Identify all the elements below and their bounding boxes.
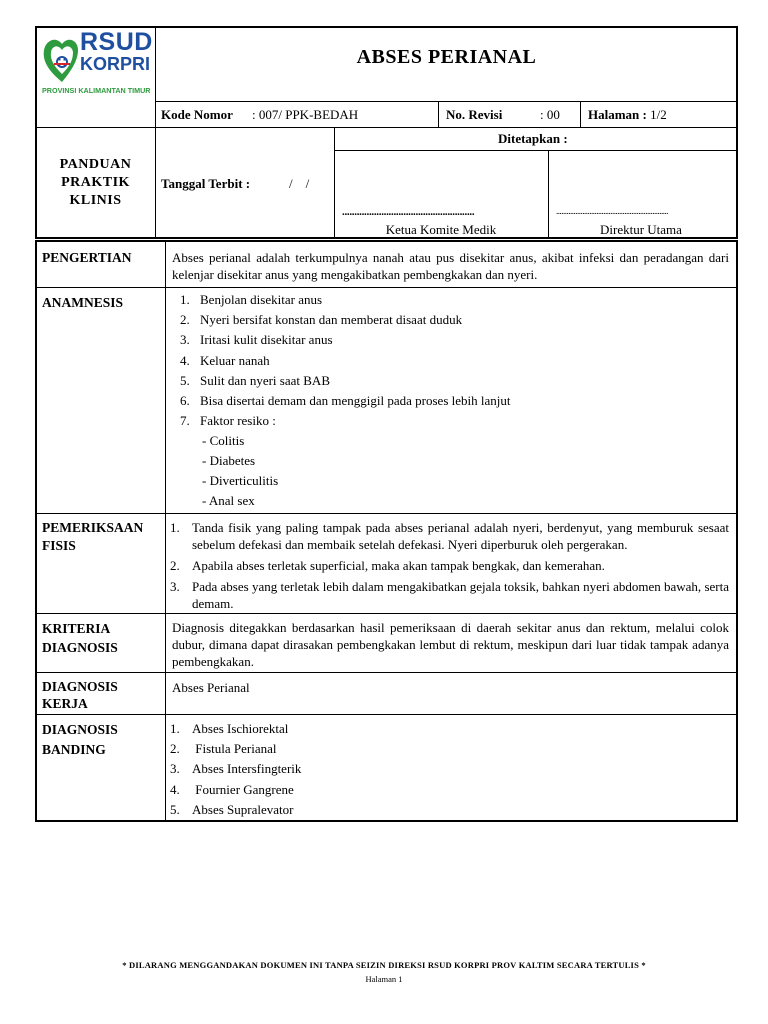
header-divider: [548, 150, 549, 238]
document-type-line: PANDUAN: [59, 157, 132, 172]
kode-nomor-value: : 007/ PPK-BEDAH: [252, 107, 359, 122]
list-item: 3. Pada abses yang terletak lebih dalam mengakibatkan gejala toksik, bahkan nyeri abdomen bawah, serta demam.: [170, 579, 729, 611]
kode-nomor-label: Kode Nomor: [161, 107, 233, 122]
list-item: 4. Fournier Gangrene: [170, 781, 294, 797]
diagnosis-banding-list: [168, 719, 729, 820]
pemeriksaan-list: [168, 519, 729, 612]
halaman-field: [588, 107, 667, 123]
section-text-pengertian: Abses perianal adalah terkumpulnya nanah atau pus disekitar anus, akibat infeksi dan peradangan dari kelenjar disekitar anus yang mengakibatkan pembengkakan dan nyeri.: [172, 250, 729, 282]
risk-factor-item: - Colitis: [202, 433, 245, 449]
logo-line2: KORPRI: [80, 54, 151, 74]
risk-factor-item: - Diabetes: [202, 453, 256, 469]
risk-factor-item: - Anal sex: [202, 493, 255, 509]
halaman-value: 1/2: [650, 107, 667, 122]
footer-page-number: Halaman 1: [365, 974, 403, 984]
header-divider: [155, 101, 737, 102]
content-divider: [36, 714, 737, 715]
section-text-diagnosis-kerja: Abses Perianal: [172, 680, 250, 695]
list-item: 5. Abses Supralevator: [170, 801, 294, 817]
header-divider: [334, 150, 737, 151]
content-divider: [36, 513, 737, 514]
signature-line-direktur: ................................................................: [556, 206, 668, 216]
ditetapkan-label: Ditetapkan :: [498, 131, 568, 146]
content-divider: [36, 672, 737, 673]
list-item: 2. Fistula Perianal: [170, 741, 277, 757]
section-label-diagnosis-kerja: DIAGNOSIS KERJA: [42, 679, 118, 711]
list-item: 5. Sulit dan nyeri saat BAB: [180, 372, 330, 388]
document-type-line: PRAKTIK: [61, 175, 130, 190]
logo-line1: RSUD: [80, 28, 153, 56]
section-label-diagnosis-banding: DIAGNOSIS BANDING: [42, 722, 118, 757]
signer-ketua-komite: Ketua Komite Medik: [385, 222, 497, 237]
hospital-logo: [40, 30, 152, 98]
risk-factor-item: - Diverticulitis: [202, 473, 279, 489]
section-label-kriteria: KRITERIA DIAGNOSIS: [42, 621, 118, 655]
tanggal-terbit-value: / /: [289, 176, 310, 191]
risk-factor-list: [172, 431, 729, 511]
document-type: [36, 156, 155, 210]
list-item: 2. Nyeri bersifat konstan dan memberat disaat duduk: [180, 312, 463, 328]
list-item: 3. Abses Intersfingterik: [170, 761, 302, 777]
list-item: 7. Faktor resiko :: [180, 413, 276, 429]
tanggal-terbit-label: Tanggal Terbit :: [161, 176, 251, 191]
list-item: 1. Tanda fisik yang paling tampak pada abses perianal adalah nyeri, berdenyut, yang memburuk sesaat sebelum defekasi dan membaik setelah defekasi. Nyeri diperburuk oleh pergerakan.: [170, 520, 729, 552]
content-divider: [36, 287, 737, 288]
section-text-kriteria: Diagnosis ditegakkan berdasarkan hasil pemeriksaan di daerah sekitar anus dan rektum, melalui colok dubur, dimana dapat dirasakan pembengkakan lembut di rektum, meskipun dari luar tidak tampak adanya pembengkakan.: [172, 620, 729, 669]
footer-warning: * DILARANG MENGGANDAKAN DOKUMEN INI TANPA SEIZIN DIREKSI RSUD KORPRI PROV KALTIM SECARA TERTULIS *: [122, 960, 646, 970]
content-divider: [36, 613, 737, 614]
anamnesis-list: [172, 290, 729, 511]
list-item: 1. Benjolan disekitar anus: [180, 292, 323, 307]
list-item: 1. Abses Ischiorektal: [170, 721, 289, 736]
header-divider: [438, 101, 439, 127]
section-label-pengertian: PENGERTIAN: [42, 250, 132, 265]
halaman-label: Halaman :: [588, 107, 647, 122]
list-item: 6. Bisa disertai demam dan menggigil pada proses lebih lanjut: [180, 393, 511, 409]
header-divider: [580, 101, 581, 127]
signer-direktur: Direktur Utama: [600, 222, 682, 237]
content-divider: [165, 241, 166, 821]
signature-line-komite: ......................................................: [342, 206, 475, 218]
list-item: 4. Keluar nanah: [180, 352, 270, 368]
section-label-pemeriksaan: PEMERIKSAAN FISIS: [42, 520, 144, 553]
section-label-anamnesis: ANAMNESIS: [42, 295, 124, 310]
list-item: 2. Apabila abses terletak superficial, maka akan tampak bengkak, dan kemerahan.: [170, 558, 605, 573]
header-divider: [36, 127, 737, 128]
revisi-label: No. Revisi: [446, 107, 503, 122]
page-title: ABSES PERIANAL: [356, 46, 537, 68]
logo-line3: PROVINSI KALIMANTAN TIMUR: [42, 86, 151, 95]
list-item: 3. Iritasi kulit disekitar anus: [180, 332, 333, 348]
document-type-line: KLINIS: [69, 193, 122, 208]
revisi-value: : 00: [540, 107, 560, 122]
